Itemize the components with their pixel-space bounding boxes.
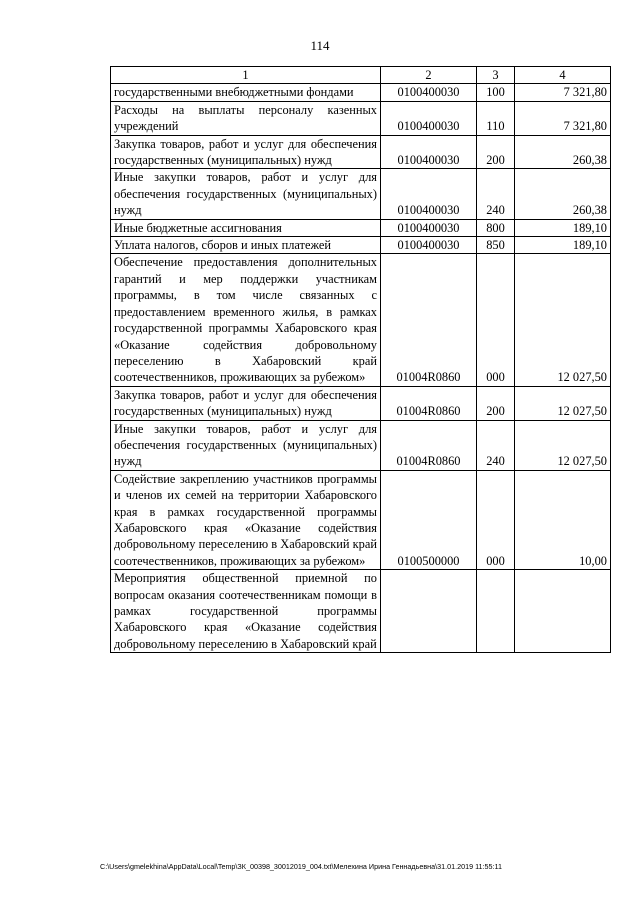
table-row [111,237,611,254]
table-row [111,254,611,386]
row-code: 0100400030 [381,169,477,219]
row-amount: 12 027,50 [515,420,611,470]
row-name: Иные закупки товаров, работ и услуг для обеспечения государственных (муниципальных) нужд [111,169,381,219]
table-row [111,570,611,653]
row-amount: 12 027,50 [515,386,611,420]
row-type: 000 [477,470,515,569]
table-row [111,386,611,420]
row-amount: 260,38 [515,135,611,169]
row-type [477,570,515,653]
row-code: 0100400030 [381,219,477,236]
row-type: 240 [477,420,515,470]
row-code: 0100400030 [381,135,477,169]
row-amount: 7 321,80 [515,101,611,135]
row-type: 110 [477,101,515,135]
row-amount: 12 027,50 [515,254,611,386]
row-name: Мероприятия общественной приемной по вопросам оказания соотечественникам помощи в рамках государственной программы Хабаровского края «Оказание содействия добровольному переселению в Хабаровский край [111,570,381,653]
table-row [111,101,611,135]
table-row [111,470,611,569]
row-amount: 10,00 [515,470,611,569]
row-type: 000 [477,254,515,386]
row-type: 800 [477,219,515,236]
file-path-footer: C:\Users\gmelekhina\AppData\Local\Temp\ЗК_00398_30012019_004.txt\Мелехина Ирина Геннадьевна\31.01.2019 11:55:11 [100,862,502,871]
row-name: Содействие закреплению участников программы и членов их семей на территории Хабаровского края в рамках государственной программы Хабаровского края «Оказание содействия добровольному переселению в Хабаровский край соотечественников, проживающих за рубежом» [111,470,381,569]
row-code: 0100400030 [381,84,477,101]
row-code: 01004R0860 [381,386,477,420]
column-header-type: 3 [477,67,515,84]
page-number: 114 [310,38,330,53]
column-header-amount: 4 [515,67,611,84]
table-row [111,219,611,236]
table-row [111,84,611,101]
row-name: Закупка товаров, работ и услуг для обеспечения государственных (муниципальных) нужд [111,135,381,169]
row-amount [515,570,611,653]
row-code: 0100400030 [381,237,477,254]
table-row [111,135,611,169]
row-name: Расходы на выплаты персоналу казенных учреждений [111,101,381,135]
row-type: 240 [477,169,515,219]
row-amount: 7 321,80 [515,84,611,101]
table-row [111,169,611,219]
row-code: 01004R0860 [381,420,477,470]
row-code: 01004R0860 [381,254,477,386]
row-code: 0100400030 [381,101,477,135]
column-header-name: 1 [111,67,381,84]
row-amount: 189,10 [515,219,611,236]
column-header-code: 2 [381,67,477,84]
row-name: Обеспечение предоставления дополнительных гарантий и мер поддержки участникам программы, в том числе связанных с предоставлением временного жилья, в рамках государственной программы Хабаровского края «Оказание содействия добровольному переселению в Хабаровский край соотечественников, проживающих за рубежом» [111,254,381,386]
row-name: Уплата налогов, сборов и иных платежей [111,237,381,254]
row-amount: 260,38 [515,169,611,219]
row-type: 200 [477,135,515,169]
row-name: Иные бюджетные ассигнования [111,219,381,236]
row-name: государственными внебюджетными фондами [111,84,381,101]
table-header-row [111,67,611,84]
row-name: Иные закупки товаров, работ и услуг для обеспечения государственных (муниципальных) нужд [111,420,381,470]
row-name: Закупка товаров, работ и услуг для обеспечения государственных (муниципальных) нужд [111,386,381,420]
row-type: 100 [477,84,515,101]
row-code [381,570,477,653]
row-amount: 189,10 [515,237,611,254]
row-type: 850 [477,237,515,254]
row-code: 0100500000 [381,470,477,569]
table-row [111,420,611,470]
row-type: 200 [477,386,515,420]
budget-table [110,66,611,653]
